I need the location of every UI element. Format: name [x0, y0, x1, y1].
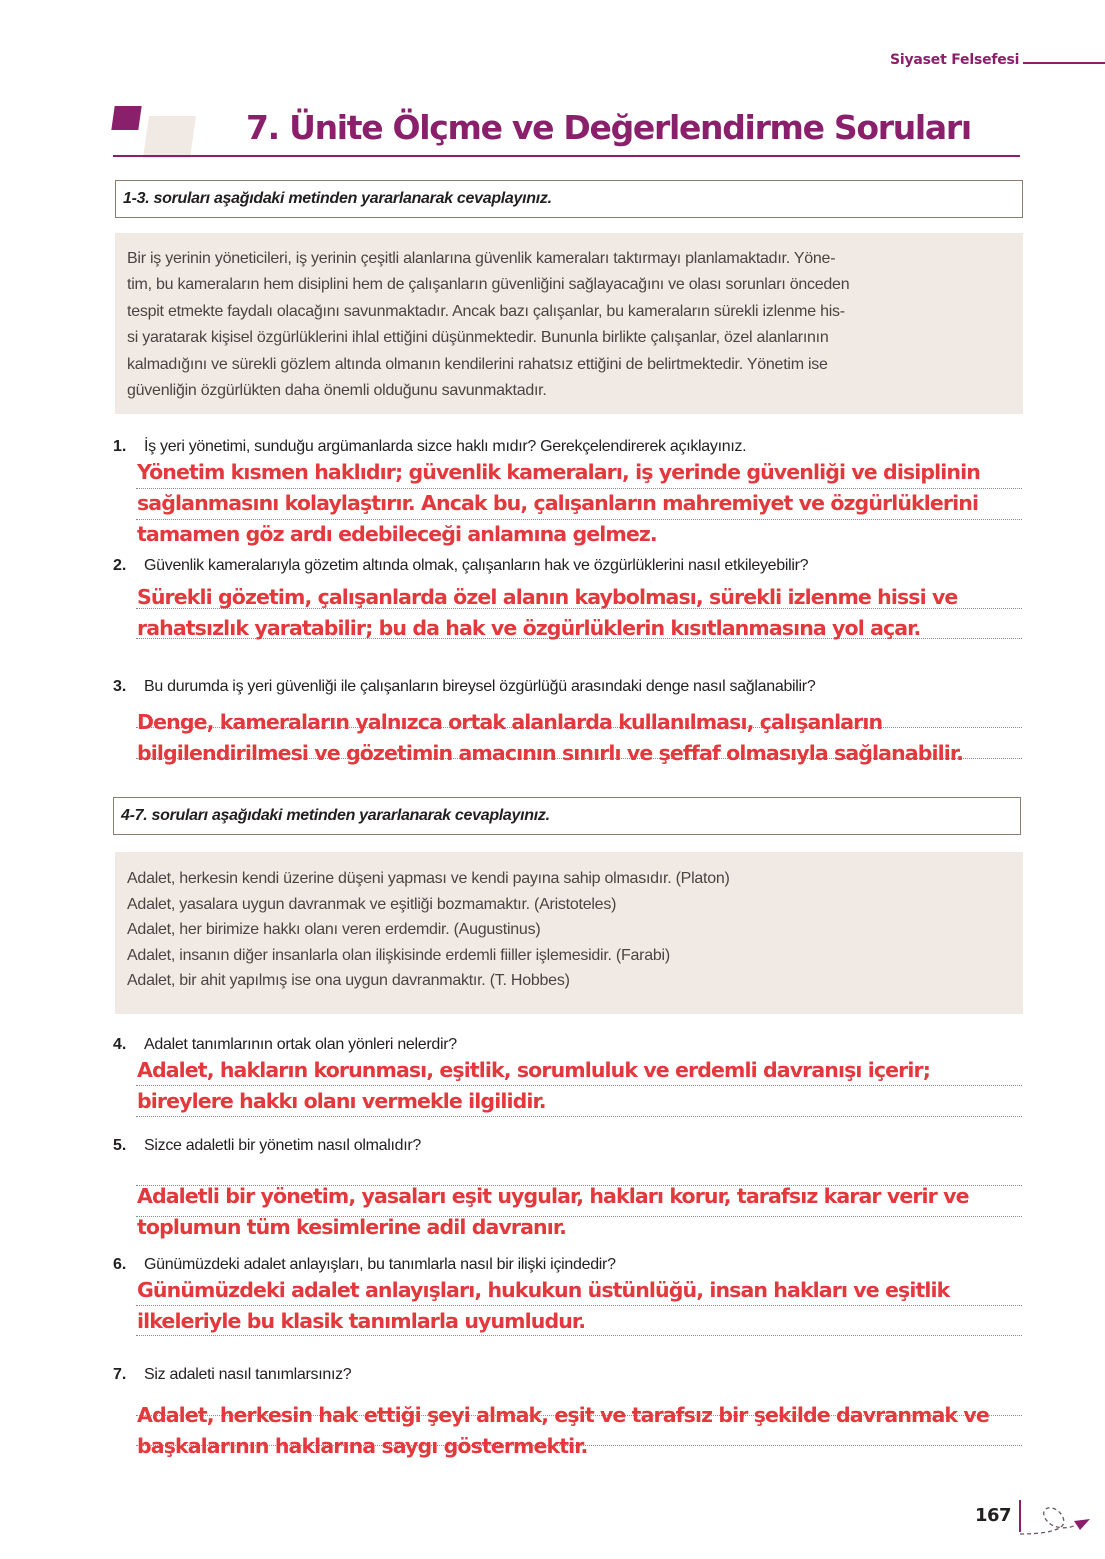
question-2: [113, 557, 808, 575]
question-5: [113, 1137, 421, 1155]
question-1: [113, 438, 746, 456]
instruction-text-1: 1-3. soruları aşağıdaki metinden yararlanarak cevaplayınız.: [123, 190, 552, 207]
running-head: [890, 52, 1019, 68]
title-decor-parallelogram-icon: [143, 116, 196, 158]
question-number: 2.: [113, 557, 127, 574]
passage-line: Adalet, insanın diğer insanlarla olan ilişkisinde erdemli fiiller işlemesidir. (Farabi): [127, 946, 670, 964]
question-text: Siz adaleti nasıl tanımlarsınız?: [144, 1366, 352, 1383]
answer-text: tamamen göz ardı edebileceği anlamına gelmez.: [137, 522, 657, 546]
question-4: [113, 1036, 457, 1054]
answer-text: ilkeleriyle bu klasik tanımlarla uyumludur.: [137, 1309, 586, 1333]
question-7: [113, 1366, 351, 1384]
instruction-box-2: [113, 797, 1021, 835]
answer-text: Yönetim kısmen haklıdır; güvenlik kameraları, iş yerinde güvenliği ve disiplinin: [137, 460, 980, 484]
passage-line: si yaratarak kişisel özgürlüklerini ihlal ettiğini düşünmektedir. Bununla birlikte çalışanlar, özel alanlarının: [127, 329, 829, 347]
question-number: 1.: [113, 438, 127, 455]
question-number: 3.: [113, 678, 127, 695]
passage-line: tim, bu kameraların hem disiplini hem de çalışanların güvenliğini sağlayacağını ve olası sorunları önceden: [127, 276, 850, 294]
passage-2: [115, 852, 1023, 1014]
passage-1: [115, 233, 1023, 414]
title-decor-square-icon: [111, 106, 141, 130]
running-head-rule: [1023, 62, 1105, 64]
question-number: 5.: [113, 1137, 127, 1154]
title-block: [113, 106, 1020, 158]
passage-line: Adalet, yasalara uygun davranmak ve eşitliği bozmamaktır. (Aristoteles): [127, 895, 617, 913]
instruction-box-1: [115, 180, 1023, 218]
answer-text: Adalet, hakların korunması, eşitlik, sorumluluk ve erdemli davranışı içerir;: [137, 1058, 931, 1082]
passage-line: Bir iş yerinin yöneticileri, iş yerinin çeşitli alanlarına güvenlik kameraları taktırmayı planlamaktadır. Yöne-: [127, 250, 836, 267]
answer-text: Sürekli gözetim, çalışanlarda özel alanın kaybolması, sürekli izlenme hissi ve: [137, 585, 958, 609]
passage-line: Adalet, bir ahit yapılmış ise ona uygun davranmaktır. (T. Hobbes): [127, 972, 570, 989]
answer-text: Adaletli bir yönetim, yasaları eşit uygular, hakları korur, tarafsız karar verir ve: [137, 1184, 969, 1208]
answer-text: bireylere hakkı olanı vermekle ilgilidir.: [137, 1089, 546, 1113]
answer-text: Günümüzdeki adalet anlayışları, hukukun üstünlüğü, insan hakları ve eşitlik: [137, 1278, 950, 1302]
answer-text: Denge, kameraların yalnızca ortak alanlarda kullanılması, çalışanların: [137, 710, 883, 734]
answer-text: rahatsızlık yaratabilir; bu da hak ve özgürlüklerin kısıtlanmasına yol açar.: [137, 616, 921, 640]
question-text: İş yeri yönetimi, sunduğu argümanlarda sizce haklı mıdır? Gerekçelendirerek açıklayınız.: [144, 438, 747, 455]
answer-text: başkalarının haklarına saygı göstermektir.: [137, 1434, 588, 1458]
passage-line: güvenliğin özgürlükten daha önemli olduğunu savunmaktadır.: [127, 382, 547, 400]
question-text: Bu durumda iş yeri güvenliği ile çalışanların bireysel özgürlüğü arasındaki denge nasıl sağlanabilir?: [144, 678, 816, 695]
question-text: Sizce adaletli bir yönetim nasıl olmalıdır?: [144, 1137, 422, 1154]
answer-text: sağlanmasını kolaylaştırır. Ancak bu, çalışanların mahremiyet ve özgürlüklerini: [137, 491, 979, 515]
dashed-loop-arrow-icon: [1018, 1502, 1105, 1542]
running-head-text: Siyaset Felsefesi: [890, 52, 1020, 68]
answer-text: Adalet, herkesin hak ettiği şeyi almak, eşit ve tarafsız bir şekilde davranmak ve: [137, 1403, 989, 1427]
question-text: Günümüzdeki adalet anlayışları, bu tanımlarla nasıl bir ilişki içindedir?: [144, 1256, 616, 1273]
passage-line: Adalet, her birimize hakkı olanı veren erdemdir. (Augustinus): [127, 921, 541, 938]
title-rule: [113, 155, 1020, 157]
question-number: 4.: [113, 1036, 127, 1053]
passage-line: kalmadığını ve sürekli gözlem altında olmanın kendilerini rahatsız ettiğini de belirtmektedir. Yönetim ise: [127, 355, 828, 373]
page-title: 7. Ünite Ölçme ve Değerlendirme Soruları: [246, 108, 971, 147]
question-3: [113, 678, 815, 696]
instruction-text-2: 4-7. soruları aşağıdaki metinden yararlanarak cevaplayınız.: [121, 807, 550, 824]
passage-line: Adalet, herkesin kendi üzerine düşeni yapması ve kendi payına sahip olmasıdır. (Platon): [127, 870, 730, 887]
answer-text: toplumun tüm kesimlerine adil davranır.: [137, 1215, 567, 1239]
passage-line: tespit etmekte faydalı olacağını savunmaktadır. Ancak bazı çalışanlar, bu kameraların sürekli izlenme his-: [127, 302, 845, 320]
question-number: 7.: [113, 1366, 127, 1383]
question-text: Adalet tanımlarının ortak olan yönleri nelerdir?: [144, 1036, 457, 1053]
answer-text: bilgilendirilmesi ve gözetimin amacının sınırlı ve şeffaf olmasıyla sağlanabilir.: [137, 741, 964, 765]
question-number: 6.: [113, 1256, 127, 1273]
question-text: Güvenlik kameralarıyla gözetim altında olmak, çalışanların hak ve özgürlüklerini nasıl etkileyebilir?: [144, 557, 809, 574]
page-number: 167: [975, 1505, 1012, 1526]
question-6: [113, 1256, 616, 1274]
